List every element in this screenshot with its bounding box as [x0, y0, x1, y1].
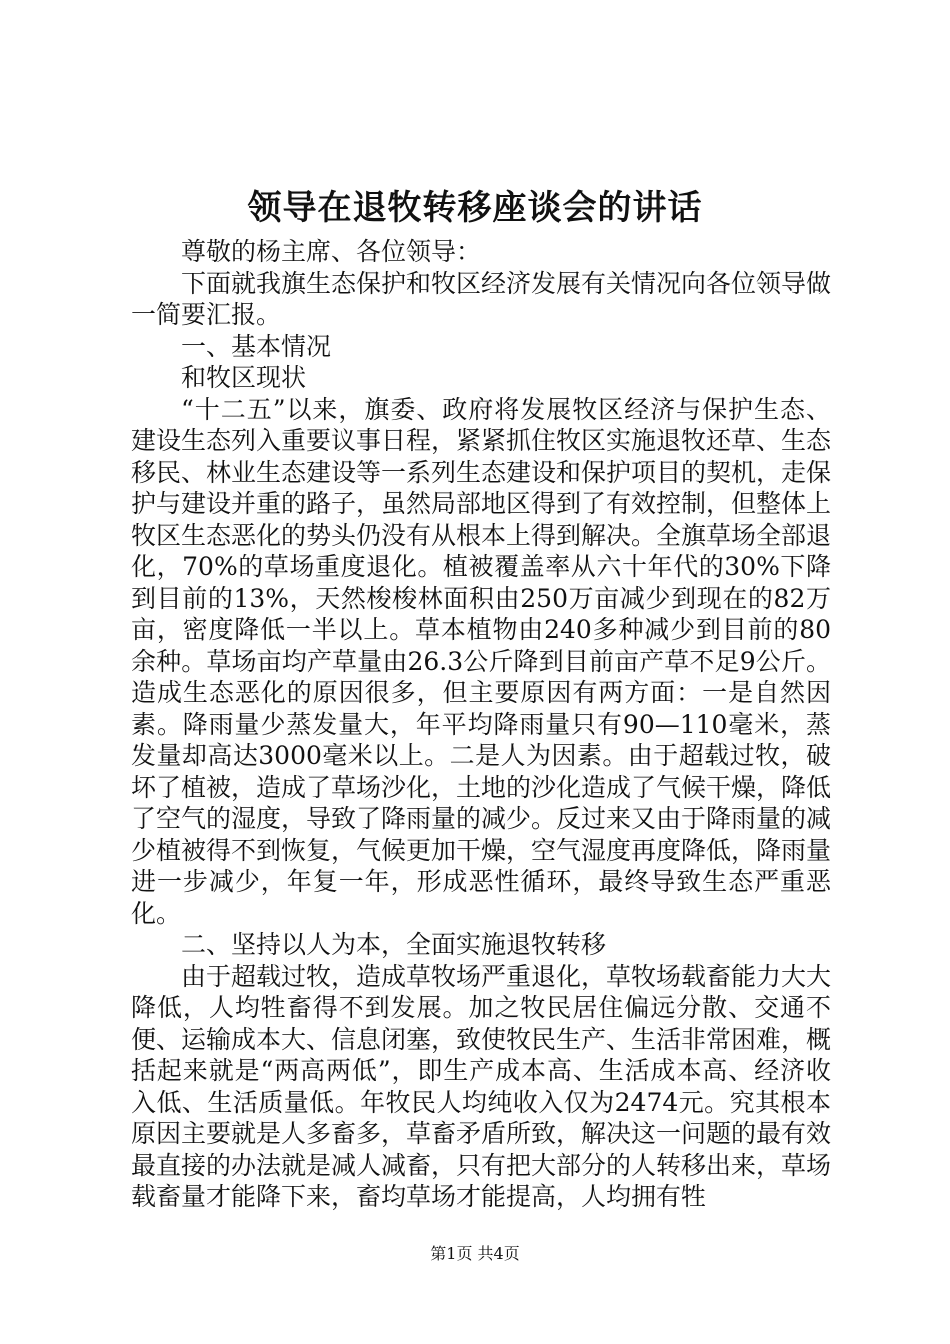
page-footer: 第1页 共4页 — [430, 1244, 520, 1263]
body-paragraph: “十二五”以来，旗委、政府将发展牧区经济与保护生态、建设生态列入重要议事日程，紧紧抓住牧区实施退牧还草、生态移民、林业生态建设等一系列生态建设和保护项目的契机，走保护与建设并重的路子，虽然局部地区得到了有效控制，但整体上牧区生态恶化的势头仍没有从根本上得到解决。全旗草场全部退化，70%的草场重度退化。植被覆盖率从六十年代的30%下降到目前的13%，天然梭梭林面积由250万亩减少到现在的82万亩，密度降低一半以上。草本植物由240多种减少到目前的80余种。草场亩均产草量由26.3公斤降到目前亩产草不足9公斤。造成生态恶化的原因很多，但主要原因有两方面：一是自然因素。降雨量少蒸发量大，年平均降雨量只有90—110毫米，蒸发量却高达3000毫米以上。二是人为因素。由于超载过牧，破坏了植被，造成了草场沙化，土地的沙化造成了气候干燥，降低了空气的湿度，导致了降雨量的减少。反过来又由于降雨量的减少植被得不到恢复，气候更加干燥，空气湿度再度降低，降雨量进一步减少，年复一年，形成恶性循环，最终导致生态严重恶化。 — [131, 394, 832, 928]
document-title: 领导在退牧转移座谈会的讲话 — [247, 188, 703, 228]
section-heading-1: 一、基本情况 — [181, 331, 332, 361]
salutation-paragraph: 尊敬的杨主席、各位领导： — [181, 237, 482, 266]
body-paragraph: 由于超载过牧，造成草牧场严重退化，草牧场载畜能力大大降低，人均牲畜得不到发展。加之牧民居住偏远分散、交通不便、运输成本大、信息闭塞，致使牧民生产、生活非常困难，概括起来就是“两高两低”，即生产成本高、生活成本高、经济收入低、生活质量低。年牧民人均纯收入仅为2474元。究其根本原因主要就是人多畜多，草畜矛盾所致，解决这一问题的最有效最直接的办法就是减人减畜，只有把大部分的人转移出来，草场载畜量才能降下来，畜均草场才能提高，人均拥有牲 — [131, 961, 832, 1211]
intro-paragraph: 下面就我旗生态保护和牧区经济发展有关情况向各位领导做一简要汇报。 — [131, 268, 832, 329]
document-body — [131, 236, 831, 1213]
section-heading-2: 二、坚持以人为本，全面实施退牧转移 — [181, 930, 607, 959]
section-subheading-1: 和牧区现状 — [181, 363, 307, 392]
